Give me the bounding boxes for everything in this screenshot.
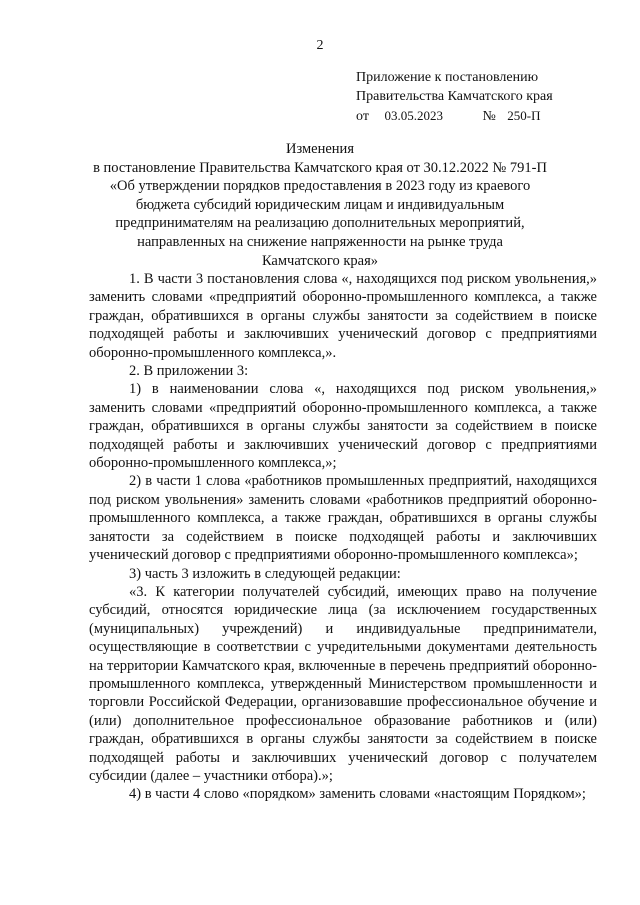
title-line-6: Камчатского края» [261,252,379,269]
appendix-date: 03.05.2023 [384,108,443,123]
title-heading: Изменения [286,141,354,157]
appendix-line-2: Правительства Камчатского края [356,89,553,104]
paragraph-3: 1) в наименовании слова «, находящихся под риском увольнения,» заменить словами «предприятий оборонно-промышленного комплекса, а также граждан, обратившихся в органы службы занятости за содействием в поиске подходящей работы и заключивших ученический договор с предприятиями оборонно-промышленного комплекса,»; [89,381,597,472]
document-body [89,270,597,804]
appendix-line-1: Приложение к постановлению [356,70,539,85]
appendix-number: 250-П [507,108,541,123]
paragraph-4: 2) в части 1 слова «работников промышленных предприятий, находящихся под риском увольнения» заменить словами «работников предприятий оборонно-промышленного комплекса, а также граждан, обратившихся в органы службы занятости за содействием в поиске подходящей работы и заключивших ученический договор с предприятиями оборонно-промышленного комплекса»; [89,473,597,564]
paragraph-1: 1. В части 3 постановления слова «, находящихся под риском увольнения,» заменить словами «предприятий оборонно-промышленного комплекса, а также граждан, обратившихся в органы службы занятости за содействием в поиске подходящей работы и заключивших ученический договор с предприятиями оборонно-промышленного комплекса,». [89,271,597,361]
paragraph-5: 3) часть 3 изложить в следующей редакции: [129,565,401,582]
document-title [80,140,560,270]
appendix-block [356,68,553,126]
title-line-5: направленных на снижение напряженности на рынке труда [137,233,503,250]
page-number: 2 [316,38,324,53]
appendix-date-row [356,106,553,126]
paragraph-2: 2. В приложении 3: [129,363,249,380]
title-line-1: в постановление Правительства Камчатского края от 30.12.2022 № 791-П [93,159,547,176]
paragraph-7: 4) в части 4 слово «порядком» заменить словами «настоящим Порядком»; [129,786,586,803]
appendix-number-sign: № [482,109,496,124]
title-line-2: «Об утверждении порядков предоставления в 2023 году из краевого [109,178,531,195]
paragraph-6: «3. К категории получателей субсидий, имеющих право на получение субсидий, относятся юридические лица (за исключением государственных (муниципальных) учреждений) и индивидуальные предприниматели, осуществляющие в соответствии с учредительными документами деятельность на территории Камчатского края, включенные в перечень предприятий оборонно-промышленного комплекса, утвержденный Министерством промышленности и торговли Российской Федерации, организовавшие профессиональное обучение и (или) дополнительное профессиональное образование работников и (или) граждан, обратившихся в органы службы занятости за содействием в поиске подходящей работы и заключивших ученический договор с получателем субсидии (далее – участники отбора).»; [89,583,597,784]
title-line-3: бюджета субсидий юридическим лицам и индивидуальным [135,196,505,213]
appendix-from-label: от [356,109,369,124]
title-line-4: предпринимателям на реализацию дополнительных мероприятий, [115,215,525,232]
